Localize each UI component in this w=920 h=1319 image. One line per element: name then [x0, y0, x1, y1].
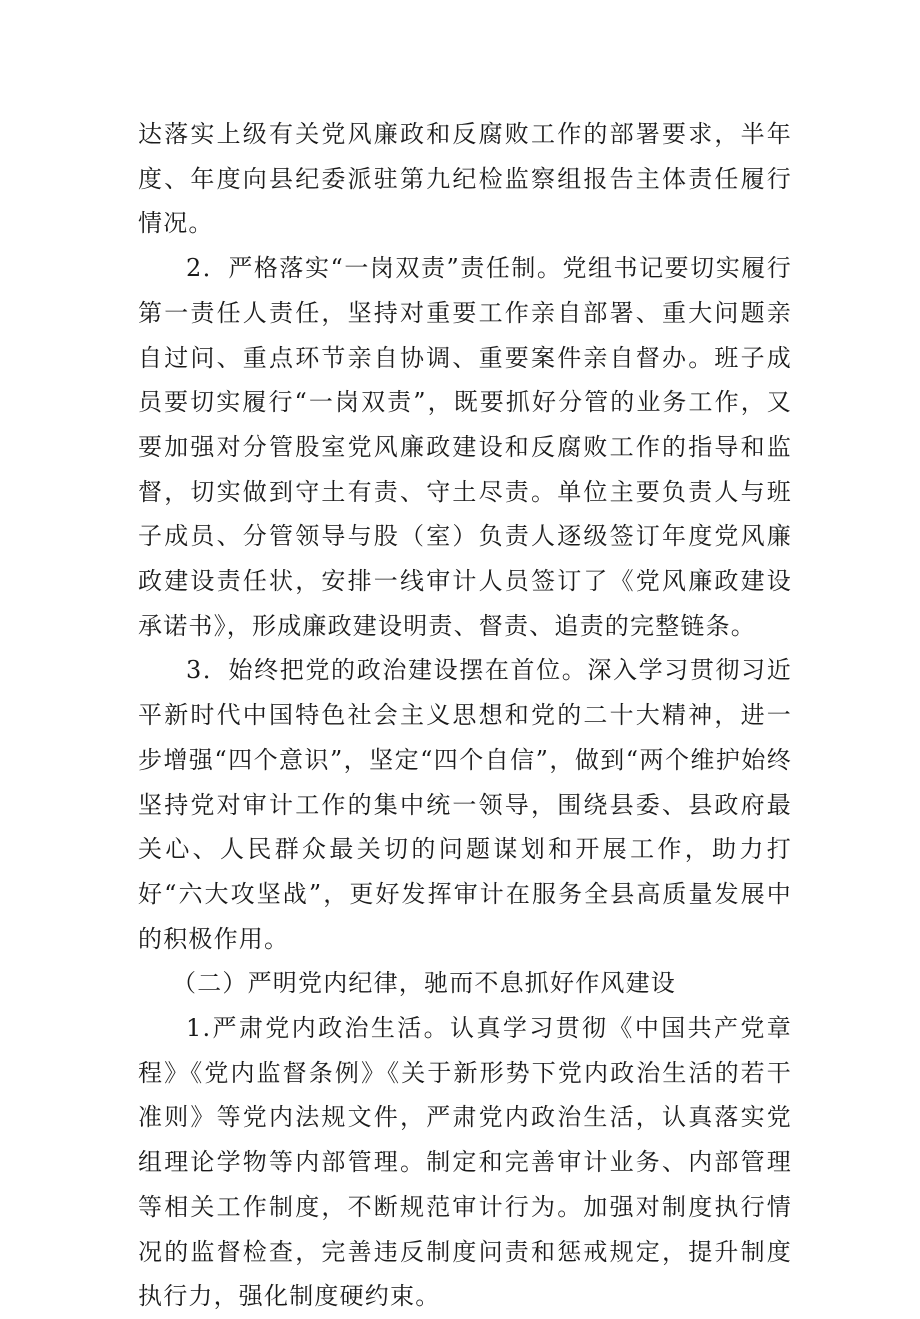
- section-heading-2: （二）严明党内纪律，驰而不息抓好作风建设: [172, 969, 676, 998]
- paragraph-continuation: 达落实上级有关党风廉政和反腐败工作的部署要求，半年度、年度向县纪委派驻第九纪检监察组报告主体责任履行情况。: [138, 120, 792, 238]
- paragraph-item-3: 3．始终把党的政治建设摆在首位。深入学习贯彻习近平新时代中国特色社会主义思想和党的二十大精神，进一步增强“四个意识”，坚定“四个自信”，做到“两个维护始终坚持党对审计工作的集中统一领导，围绕县委、县政府最关心、人民群众最关切的问题谋划和开展工作，助力打好“六大攻坚战”，更好发挥审计在服务全县高质量发展中的积极作用。: [138, 656, 792, 953]
- document-body: [138, 112, 792, 1319]
- paragraph-item-2: 2．严格落实“一岗双责”责任制。党组书记要切实履行第一责任人责任，坚持对重要工作亲自部署、重大问题亲自过问、重点环节亲自协调、重要案件亲自督办。班子成员要切实履行“一岗双责”，既要抓好分管的业务工作，又要加强对分管股室党风廉政建设和反腐败工作的指导和监督，切实做到守土有责、守土尽责。单位主要负责人与班子成员、分管领导与股（室）负责人逐级签订年度党风廉政建设责任状，安排一线审计人员签订了《党风廉政建设承诺书》，形成廉政建设明责、督责、追责的完整链条。: [138, 254, 792, 640]
- paragraph-item-1: 1.严肃党内政治生活。认真学习贯彻《中国共产党章程》《党内监督条例》《关于新形势下党内政治生活的若干准则》等党内法规文件，严肃党内政治生活，认真落实党组理论学物等内部管理。制定和完善审计业务、内部管理等相关工作制度，不断规范审计行为。加强对制度执行情况的监督检查，完善违反制度问责和惩戒规定，提升制度执行力，强化制度硬约束。: [138, 1014, 792, 1311]
